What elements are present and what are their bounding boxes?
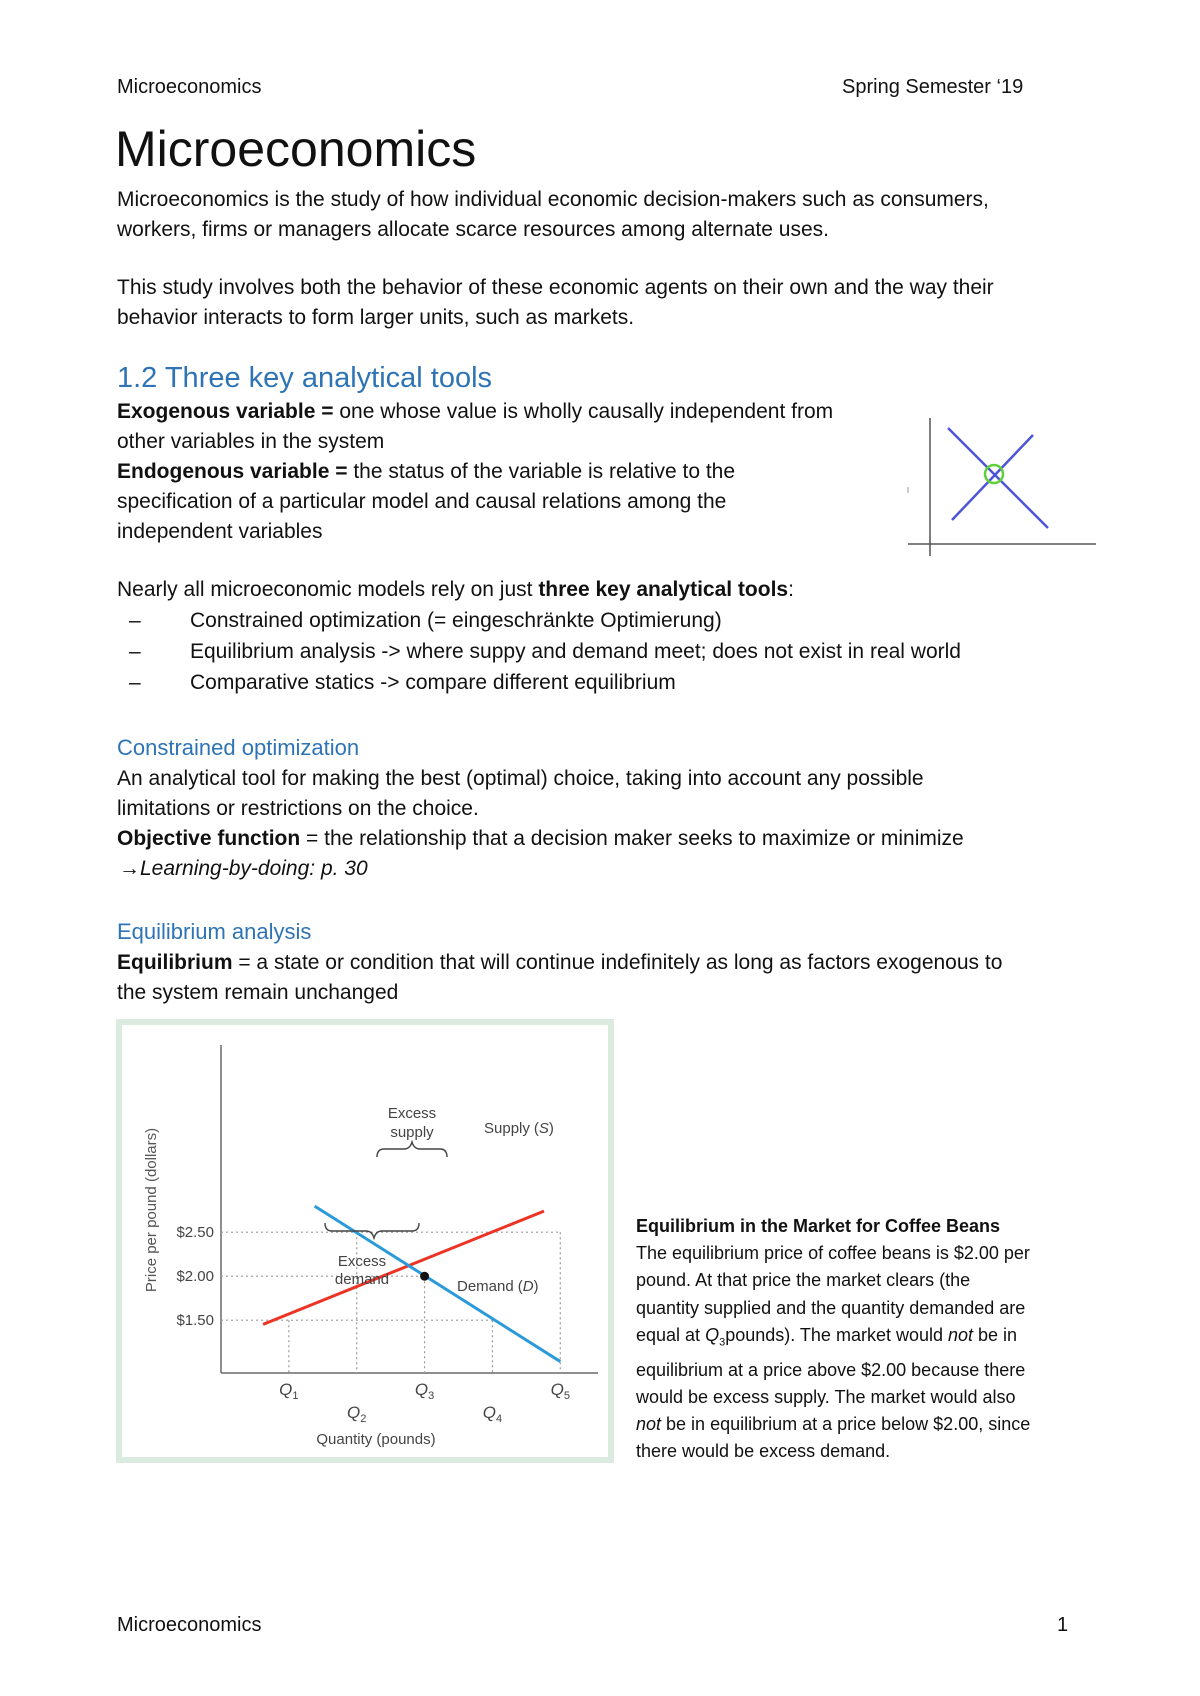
- y-tick-label: $2.00: [176, 1268, 214, 1286]
- caption-line: pound. At that price the market clears (the: [636, 1270, 971, 1291]
- list-item: [117, 636, 1167, 667]
- tools-pre: Nearly all microeconomic models rely on just: [117, 578, 539, 601]
- list-item-text: Constrained optimization (= eingeschränkte Optimierung): [190, 609, 722, 632]
- arrow-right-icon: →: [119, 857, 140, 880]
- mini-demand-line: [948, 428, 1048, 528]
- endo-line-1: [117, 457, 917, 487]
- demand-label-paren: (: [517, 1278, 523, 1295]
- supply-series-label: [484, 1120, 554, 1137]
- endo-line-3: independent variables: [117, 520, 323, 543]
- list-item: [117, 667, 1167, 698]
- list-item-text: Comparative statics -> compare different equilibrium: [190, 671, 676, 694]
- equilibrium-heading: Equilibrium analysis: [117, 919, 312, 944]
- equilibrium-term: Equilibrium: [117, 951, 233, 974]
- mini-supply-demand-diagram: [900, 410, 1100, 560]
- tools-intro: [117, 575, 1117, 605]
- caption-fragment: pounds). The market would: [725, 1324, 948, 1345]
- x-tick-label: [347, 1403, 366, 1425]
- supply-label-text: Supply: [484, 1120, 530, 1137]
- excess-demand-brace: [325, 1223, 419, 1238]
- endo-line-2: specification of a particular model and causal relations among the: [117, 490, 727, 513]
- objective-term: Objective function: [117, 827, 301, 850]
- intro-line: workers, firms or managers allocate scarce resources among alternate uses.: [117, 218, 829, 241]
- learning-by-doing-text: Learning-by-doing: p. 30: [140, 857, 368, 880]
- caption-line: would be excess supply. The market would also: [636, 1386, 1016, 1407]
- footer-left: Microeconomics: [117, 1614, 262, 1636]
- caption-not: not: [948, 1324, 974, 1345]
- caption-fragment: be in equilibrium at a price below $2.00, since: [661, 1414, 1031, 1435]
- constrained-block: [117, 764, 1167, 884]
- x-tick-sub: 5: [563, 1390, 570, 1402]
- caption-line: [636, 1322, 1096, 1357]
- excess-supply-brace: [377, 1142, 447, 1157]
- x-tick-letter: Q: [347, 1403, 361, 1422]
- endo-term: Endogenous variable =: [117, 460, 348, 483]
- x-tick-sub: 4: [495, 1413, 503, 1425]
- x-tick-label: [279, 1380, 298, 1402]
- page-title: Microeconomics: [115, 121, 477, 177]
- equilibrium-line-1: [117, 948, 1177, 978]
- x-tick-letter: Q: [550, 1380, 564, 1399]
- demand-label-text: Demand: [457, 1278, 514, 1295]
- intro-paragraph-1: [117, 185, 1117, 245]
- caption-not: not: [636, 1414, 662, 1435]
- definitions-block: [117, 397, 917, 547]
- excess-supply-label: supply: [390, 1124, 434, 1141]
- x-tick-label: [415, 1380, 434, 1402]
- caption-line: [636, 1411, 1096, 1438]
- supply-label-paren: ): [548, 1120, 554, 1137]
- objective-line: [117, 824, 1167, 854]
- equilibrium-block: [117, 948, 1177, 1008]
- y-axis-label: Price per pound (dollars): [143, 1127, 160, 1293]
- list-dash: –: [129, 609, 141, 632]
- list-dash: –: [129, 640, 141, 663]
- chart-caption: [636, 1213, 1096, 1465]
- constrained-line-2: limitations or restrictions on the choice.: [117, 797, 479, 820]
- chart-root: [143, 1045, 598, 1448]
- y-tick-label: $2.50: [176, 1224, 214, 1242]
- demand-label-symbol: D: [522, 1278, 534, 1295]
- list-item-text: Equilibrium analysis -> where suppy and demand meet; does not exist in real world: [190, 640, 961, 663]
- caption-fragment: equal at: [636, 1324, 706, 1345]
- intro-line: This study involves both the behavior of these economic agents on their own and the way their: [117, 276, 994, 299]
- list-dash: –: [129, 671, 141, 694]
- tools-bold: three key analytical tools: [538, 578, 789, 601]
- caption-line: The equilibrium price of coffee beans is $2.00 per: [636, 1243, 1030, 1264]
- equilibrium-chart: [122, 1025, 608, 1457]
- caption-line: equilibrium at a price above $2.00 because there: [636, 1359, 1026, 1380]
- supply-label-symbol: S: [538, 1120, 549, 1137]
- endo-def: the status of the variable is relative to the: [347, 460, 736, 483]
- caption-q-symbol: Q: [705, 1324, 720, 1345]
- page-number: 1: [1057, 1614, 1069, 1636]
- tools-post: :: [788, 578, 794, 601]
- excess-supply-label: Excess: [387, 1105, 437, 1122]
- header-right: Spring Semester ‘19: [842, 76, 1024, 98]
- x-tick-sub: 2: [360, 1413, 367, 1425]
- x-tick-label: [483, 1403, 502, 1425]
- intro-paragraph-2: [117, 273, 1117, 333]
- x-tick-letter: Q: [279, 1380, 293, 1399]
- intro-line: behavior interacts to form larger units, such as markets.: [117, 306, 635, 329]
- exo-def: one whose value is wholly causally independent from: [333, 400, 834, 423]
- objective-def: = the relationship that a decision maker seeks to maximize or minimize: [300, 827, 964, 850]
- tools-list: [117, 605, 1167, 698]
- section-heading: 1.2 Three key analytical tools: [117, 362, 493, 394]
- constrained-heading: Constrained optimization: [117, 735, 360, 760]
- caption-q-subscript: 3: [719, 1336, 726, 1349]
- supply-label-paren: (: [533, 1120, 539, 1137]
- caption-fragment: be in: [973, 1324, 1018, 1345]
- x-tick-sub: 1: [292, 1390, 299, 1402]
- x-axis-label: Quantity (pounds): [316, 1431, 436, 1448]
- header-left: Microeconomics: [117, 76, 262, 98]
- mini-supply-line: [952, 435, 1033, 520]
- x-tick-sub: 3: [428, 1390, 435, 1402]
- excess-demand-label: demand: [334, 1271, 390, 1288]
- exo-term: Exogenous variable =: [117, 400, 334, 423]
- supply-line: [263, 1211, 544, 1324]
- exo-line-1: [117, 397, 917, 427]
- equilibrium-point: [420, 1272, 429, 1281]
- intro-line: Microeconomics is the study of how individual economic decision-makers such as consumers,: [117, 188, 989, 211]
- exo-line-2: other variables in the system: [117, 430, 385, 453]
- caption-line: quantity supplied and the quantity demanded are: [636, 1297, 1026, 1318]
- caption-title: Equilibrium in the Market for Coffee Beans: [636, 1216, 1001, 1236]
- equilibrium-line-2: the system remain unchanged: [117, 981, 399, 1004]
- constrained-line-1: An analytical tool for making the best (optimal) choice, taking into account any possible: [117, 767, 924, 790]
- y-tick-label: $1.50: [176, 1312, 214, 1330]
- chart-frame: [116, 1019, 614, 1463]
- excess-demand-label: Excess: [337, 1253, 387, 1270]
- x-tick-label: [551, 1380, 570, 1402]
- caption-line: there would be excess demand.: [636, 1441, 891, 1462]
- demand-label-paren: ): [533, 1278, 539, 1295]
- learning-by-doing: [117, 854, 1167, 884]
- x-tick-letter: Q: [482, 1403, 496, 1422]
- x-tick-letter: Q: [414, 1380, 429, 1399]
- demand-series-label: [457, 1278, 539, 1295]
- equilibrium-def: = a state or condition that will continue indefinitely as long as factors exogenous to: [232, 951, 1003, 974]
- list-item: [117, 605, 1167, 636]
